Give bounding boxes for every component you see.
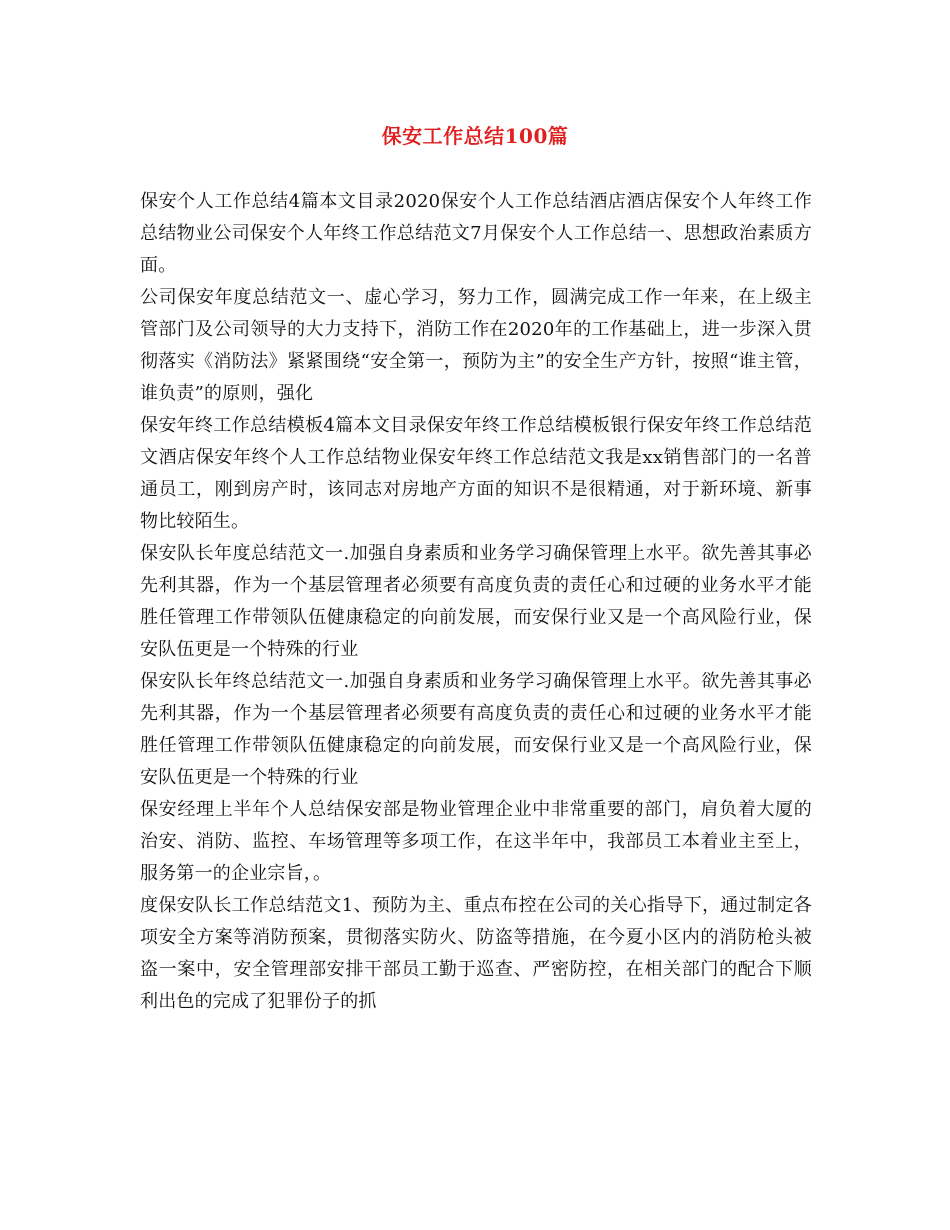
document-title: 保安工作总结100篇 xyxy=(381,124,569,148)
paragraph: 保安经理上半年个人总结保安部是物业管理企业中非常重要的部门，肩负着大厦的治安、消防、监控、车场管理等多项工作，在这半年中，我部员工本着业主至上，服务第一的企业宗旨，。 xyxy=(140,799,812,884)
paragraph: 保安队长年终总结范文一.加强自身素质和业务学习确保管理上水平。欲先善其事必先利其器，作为一个基层管理者必须要有高度负责的责任心和过硬的业务水平才能胜任管理工作带领队伍健康稳定的向前发展，而安保行业又是一个高风险行业，保安队伍更是一个特殊的行业 xyxy=(140,671,812,788)
paragraph: 保安个人工作总结4篇本文目录2020保安个人工作总结酒店酒店保安个人年终工作总结物业公司保安个人年终工作总结范文7月保安个人工作总结一、思想政治素质方面。 xyxy=(140,191,812,276)
paragraph: 度保安队长工作总结范文1、预防为主、重点布控在公司的关心指导下，通过制定各项安全方案等消防预案，贯彻落实防火、防盗等措施，在今夏小区内的消防枪头被盗一案中，安全管理部安排干部员工勤于巡查、严密防控，在相关部门的配合下顺利出色的完成了犯罪份子的抓 xyxy=(140,895,812,1012)
paragraph: 保安队长年度总结范文一.加强自身素质和业务学习确保管理上水平。欲先善其事必先利其器，作为一个基层管理者必须要有高度负责的责任心和过硬的业务水平才能胜任管理工作带领队伍健康稳定的向前发展，而安保行业又是一个高风险行业，保安队伍更是一个特殊的行业 xyxy=(140,543,812,660)
document-body xyxy=(140,186,812,1018)
paragraph: 公司保安年度总结范文一、虚心学习，努力工作，圆满完成工作一年来，在上级主管部门及公司领导的大力支持下，消防工作在2020年的工作基础上，进一步深入贯彻落实《消防法》紧紧围绕“安全第一，预防为主”的安全生产方针，按照“谁主管，谁负责”的原则，强化 xyxy=(140,287,812,404)
paragraph: 保安年终工作总结模板4篇本文目录保安年终工作总结模板银行保安年终工作总结范文酒店保安年终个人工作总结物业保安年终工作总结范文我是xx销售部门的一名普通员工，刚到房产时，该同志对房地产方面的知识不是很精通，对于新环境、新事物比较陌生。 xyxy=(140,415,812,532)
